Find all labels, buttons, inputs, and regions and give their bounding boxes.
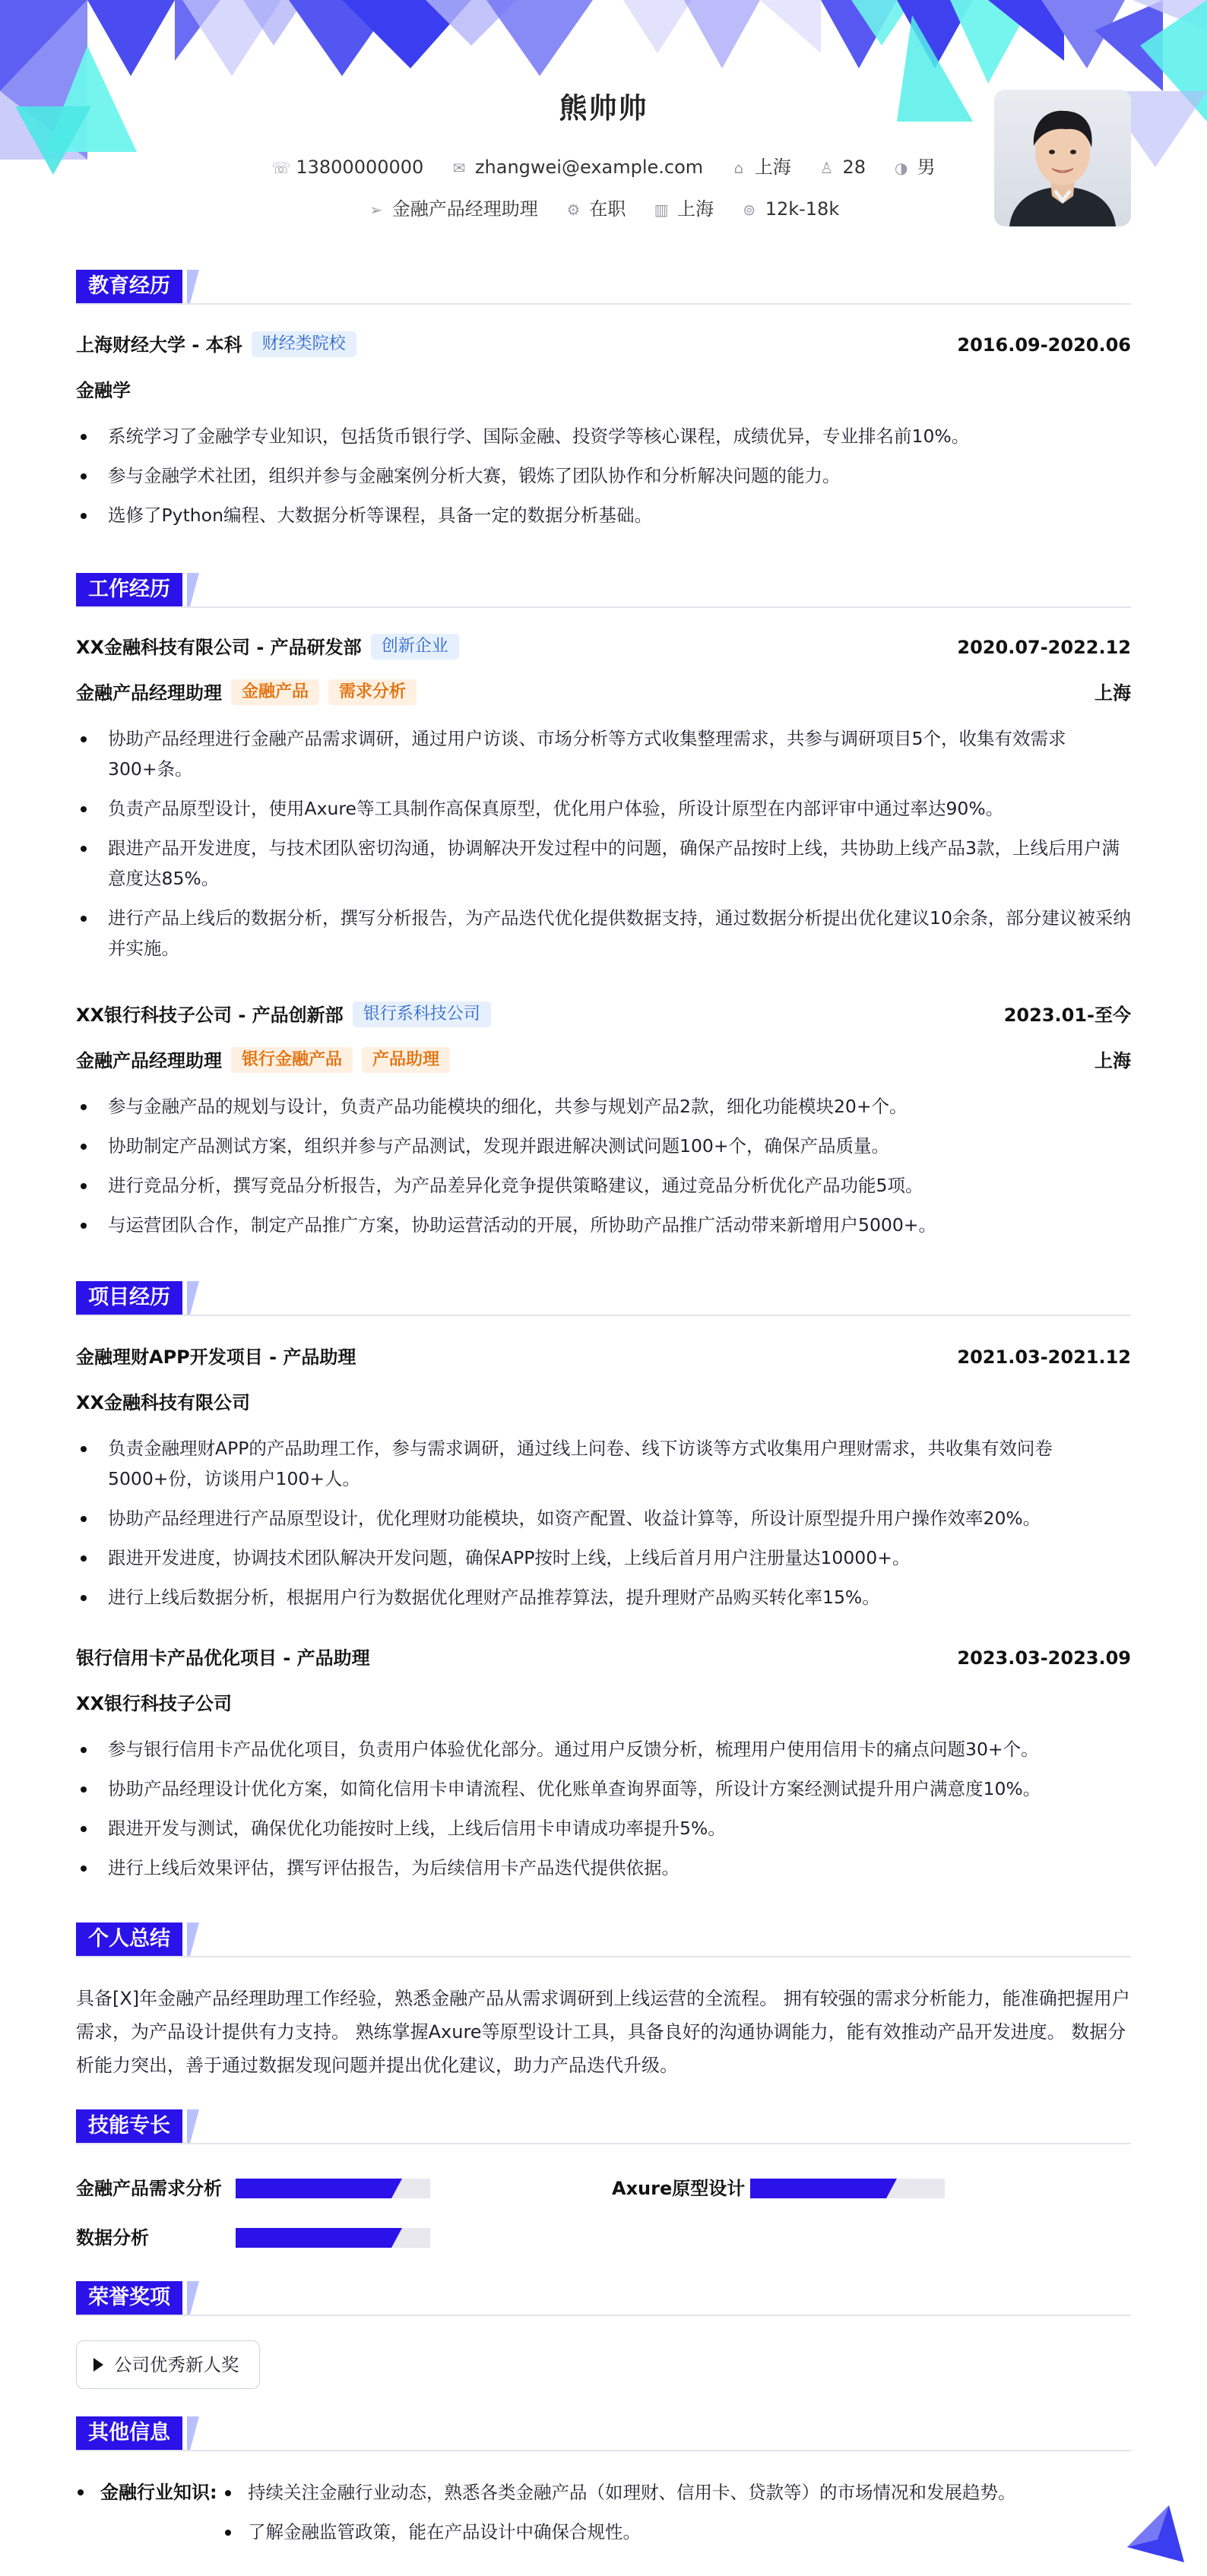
- work-location: 上海: [1095, 682, 1131, 704]
- work-role-row: [76, 1046, 1131, 1076]
- list-item: 协助产品经理进行金融产品需求调研，通过用户访谈、市场分析等方式收集整理需求，共参与调研项目5个，收集有效需求300+条。: [76, 723, 1131, 784]
- company-name: XX银行科技子公司 - 产品创新部: [76, 1005, 344, 1026]
- education-section: [76, 270, 1131, 305]
- list-item: 跟进产品开发进度，与技术团队密切沟通，协调解决开发过程中的问题，确保产品按时上线，共协助上线产品3款，上线后用户满意度达85%。: [76, 833, 1131, 894]
- skill-bar: [236, 2228, 430, 2248]
- company-tag: 银行系科技公司: [353, 1002, 491, 1027]
- salary-icon: ⊚: [743, 201, 756, 219]
- skill-bar: [236, 2179, 430, 2198]
- project-org: XX银行科技子公司: [76, 1693, 233, 1714]
- candidate-name: 熊帅帅: [559, 92, 648, 125]
- age-icon: ♙: [819, 159, 834, 177]
- contact-row: [76, 152, 1131, 179]
- work-date: 2020.07-2022.12: [957, 637, 1131, 658]
- project-entry-header: [76, 1342, 1131, 1372]
- work-bullets: [76, 723, 1131, 964]
- phone-icon: ☏: [271, 159, 291, 177]
- skill-bar: [750, 2179, 945, 2198]
- project-title: 银行信用卡产品优化项目 - 产品助理: [76, 1647, 370, 1669]
- project-date: 2021.03-2021.12: [957, 1347, 1131, 1368]
- work-bullets: [76, 1091, 1131, 1240]
- list-item: 进行上线后效果评估，撰写评估报告，为后续信用卡产品迭代提供依据。: [76, 1853, 1131, 1883]
- project-org: XX金融科技有限公司: [76, 1392, 251, 1413]
- skill-tag: 产品助理: [362, 1047, 450, 1073]
- list-item: 进行产品上线后的数据分析，撰写分析报告，为产品迭代优化提供数据支持，通过数据分析提出优化建议10余条，部分建议被采纳并实施。: [76, 903, 1131, 964]
- play-icon: [93, 2358, 103, 2372]
- send-icon: ➢: [369, 201, 383, 219]
- list-item: 参与金融产品的规划与设计，负责产品功能模块的细化，共参与规划产品2款，细化功能模块20+个。: [76, 1091, 1131, 1122]
- list-item: 参与银行信用卡产品优化项目，负责用户体验优化部分。通过用户反馈分析，梳理用户使用信用卡的痛点问题30+个。: [76, 1734, 1131, 1764]
- home-icon: ⌂: [733, 159, 744, 177]
- education-bullets: [76, 421, 1131, 530]
- work-section: [76, 573, 1131, 608]
- list-item: 与运营团队合作，制定产品推广方案，协助运营活动的开展，所协助产品推广活动带来新增用户5000+。: [76, 1210, 1131, 1240]
- mail-icon: ✉: [452, 159, 466, 177]
- phone: 13800000000: [296, 157, 424, 178]
- list-item: 跟进开发进度，协调技术团队解决开发问题，确保APP按时上线，上线后首月用户注册量达10000+。: [76, 1543, 1131, 1573]
- status-icon: ⚙: [566, 201, 581, 219]
- corner-decoration: [1127, 2505, 1184, 2562]
- age: 28: [842, 157, 866, 178]
- work-entry-header: [76, 632, 1131, 663]
- skill-name: 数据分析: [76, 2227, 149, 2248]
- project-bullets: [76, 1433, 1131, 1612]
- other-bullets: [220, 2477, 1131, 2547]
- school-name: 上海财经大学 - 本科: [76, 334, 242, 356]
- award-label: 公司优秀新人奖: [114, 2354, 239, 2375]
- gender-icon: ◑: [894, 159, 908, 177]
- skill-bar-fill: [750, 2179, 886, 2198]
- skill-bar-fill: [236, 2179, 391, 2198]
- section-title-skills: 技能专长: [76, 2109, 182, 2143]
- skill-tag: 银行金融产品: [231, 1047, 353, 1073]
- list-item: 跟进开发与测试，确保优化功能按时上线，上线后信用卡申请成功率提升5%。: [76, 1813, 1131, 1843]
- company-tag: 创新企业: [371, 634, 459, 660]
- major: 金融学: [76, 380, 131, 401]
- company-name: XX金融科技有限公司 - 产品研发部: [76, 637, 362, 658]
- city: 上海: [754, 157, 791, 178]
- list-item: 协助制定产品测试方案，组织并参与产品测试，发现并跟进解决测试问题100+个，确保产品质量。: [76, 1131, 1131, 1161]
- building-icon: ▥: [654, 201, 669, 219]
- list-item: 进行竞品分析，撰写竞品分析报告，为产品差异化竞争提供策略建议，通过竞品分析优化产品功能5项。: [76, 1170, 1131, 1201]
- list-item: 负责金融理财APP的产品助理工作，参与需求调研，通过线上问卷、线下访谈等方式收集用户理财需求，共收集有效问卷5000+份，访谈用户100+人。: [76, 1433, 1131, 1494]
- skill-tag: 需求分析: [328, 679, 417, 705]
- other-label: 金融行业知识:: [76, 2476, 217, 2509]
- skill-tag: 金融产品: [231, 679, 319, 705]
- skills-section: [76, 2109, 1131, 2144]
- work-date: 2023.01-至今: [1003, 1005, 1131, 1026]
- salary: 12k-18k: [765, 198, 840, 220]
- target-role: 金融产品经理助理: [391, 198, 538, 220]
- avatar: [994, 90, 1131, 226]
- work-location: 上海: [1095, 1050, 1131, 1071]
- list-item: 持续关注金融行业动态，熟悉各类金融产品（如理财、信用卡、贷款等）的市场情况和发展趋势。: [220, 2477, 1131, 2508]
- section-title-projects: 项目经历: [76, 1281, 182, 1315]
- work-entry-header: [76, 1000, 1131, 1030]
- project-date: 2023.03-2023.09: [957, 1647, 1131, 1669]
- school-tag: 财经类院校: [252, 331, 356, 357]
- project-entry-header: [76, 1643, 1131, 1673]
- skill-name: 金融产品需求分析: [76, 2178, 222, 2199]
- job-role: 金融产品经理助理: [76, 682, 222, 704]
- section-title-summary: 个人总结: [76, 1923, 182, 1956]
- job-role: 金融产品经理助理: [76, 1050, 222, 1071]
- skill-name: Axure原型设计: [612, 2178, 746, 2199]
- project-bullets: [76, 1734, 1131, 1883]
- projects-section: [76, 1281, 1131, 1316]
- target-city: 上海: [677, 198, 714, 220]
- section-title-education: 教育经历: [76, 270, 182, 303]
- awards-section: [76, 2281, 1131, 2316]
- education-date: 2016.09-2020.06: [957, 334, 1131, 356]
- gender: 男: [917, 157, 936, 178]
- list-item: 系统学习了金融学专业知识，包括货币银行学、国际金融、投资学等核心课程，成绩优异，专业排名前10%。: [76, 421, 1131, 451]
- section-title-awards: 荣誉奖项: [76, 2281, 182, 2315]
- skill-bar-fill: [236, 2228, 391, 2248]
- list-item: 了解金融监管政策，能在产品设计中确保合规性。: [220, 2517, 1131, 2547]
- summary-text: 具备[X]年金融产品经理助理工作经验，熟悉金融产品从需求调研到上线运营的全流程。 拥有较强的需求分析能力，能准确把握用户需求，为产品设计提供有力支持。 熟练掌握Axure等原型设计工具，具备良好的沟通协调能力，能有效推动产品开发进度。 数据分析能力突出，善于通过数据发现问题并提出优化建议，助力产品迭代升级。: [76, 1988, 1130, 2076]
- education-entry-header: [76, 330, 1131, 360]
- list-item: 选修了Python编程、大数据分析等课程，具备一定的数据分析基础。: [76, 500, 1131, 530]
- job-intent-row: [76, 194, 1131, 220]
- section-title-work: 工作经历: [76, 573, 182, 606]
- job-status: 在职: [589, 198, 626, 220]
- summary-section: [76, 1923, 1131, 1957]
- project-title: 金融理财APP开发项目 - 产品助理: [76, 1347, 356, 1368]
- list-item: 协助产品经理设计优化方案，如简化信用卡申请流程、优化账单查询界面等，所设计方案经测试提升用户满意度10%。: [76, 1774, 1131, 1804]
- list-item: 协助产品经理进行产品原型设计，优化理财功能模块，如资产配置、收益计算等，所设计原型提升用户操作效率20%。: [76, 1503, 1131, 1533]
- list-item: 进行上线后数据分析，根据用户行为数据优化理财产品推荐算法，提升理财产品购买转化率15%。: [76, 1582, 1131, 1612]
- section-title-other: 其他信息: [76, 2416, 182, 2450]
- other-section: [76, 2416, 1131, 2451]
- work-role-row: [76, 678, 1131, 708]
- award-item: [76, 2340, 260, 2389]
- list-item: 参与金融学术社团，组织并参与金融案例分析大赛，锻炼了团队协作和分析解决问题的能力。: [76, 460, 1131, 491]
- list-item: 负责产品原型设计，使用Axure等工具制作高保真原型，优化用户体验，所设计原型在内部评审中通过率达90%。: [76, 793, 1131, 824]
- email: zhangwei@example.com: [474, 157, 704, 178]
